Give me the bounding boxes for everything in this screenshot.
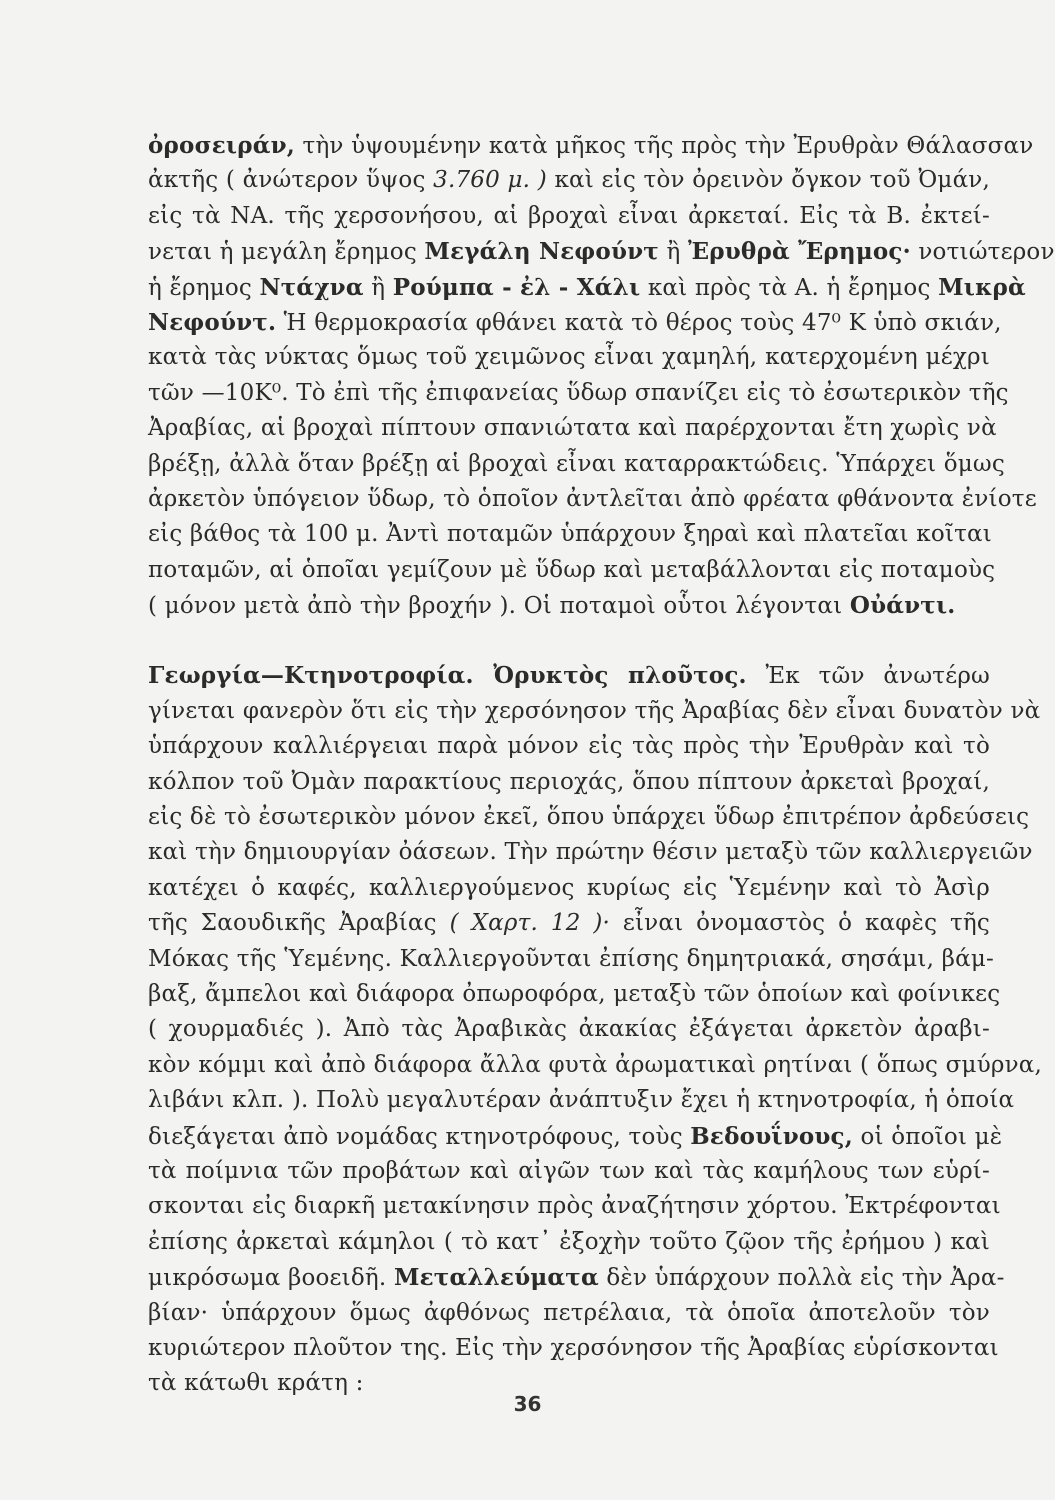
text-line <box>148 482 1037 517</box>
text-line <box>148 128 1034 163</box>
text-line <box>148 1260 1005 1295</box>
text-line <box>148 270 1026 305</box>
paragraph-gap <box>148 623 990 658</box>
text-run: νεται ἡ μεγάλη ἔρημος <box>148 239 425 266</box>
text-line <box>148 1296 990 1331</box>
text-run: καὶ πρὸς τὰ Α. ἡ ἔρημος <box>640 274 939 301</box>
italic-text: 3.760 μ. ) <box>433 167 547 194</box>
text-run: διεξάγεται ἀπὸ νομάδας κτηνοτρόφους, τοὺς <box>148 1123 691 1150</box>
text-line <box>148 1083 1015 1118</box>
text-run: ποταμῶν, αἱ ὁποῖαι γεμίζουν μὲ ὕδωρ καὶ μεταβάλλονται εἰς ποταμοὺς <box>148 556 996 583</box>
text-run: τὰ ποίμνια τῶν προβάτων καὶ αἰγῶν των καὶ τὰς καμήλους των εὑρί- <box>148 1157 990 1184</box>
text-line <box>148 376 1009 411</box>
text-run: εἶναι ὀνομαστὸς ὁ καφὲς τῆς <box>610 910 990 937</box>
bold-term: Ρούμπα - ἐλ - Χάλι <box>392 273 641 301</box>
text-line <box>148 800 1030 835</box>
text-run: κόλπον τοῦ Ὀμὰν παρακτίους περιοχάς, ὅπου πίπτουν ἀρκεταὶ βροχαί, <box>148 768 990 795</box>
text-run: τῶν —10Κ⁰. Τὸ ἐπὶ τῆς ἐπιφανείας ὕδωρ σπανίζει εἰς τὸ ἐσωτερικὸν τῆς <box>148 379 1009 406</box>
page-number: 36 <box>513 1392 542 1416</box>
text-run: κατέχει ὁ καφές, καλλιεργούμενος κυρίως εἰς Ὑεμένην καὶ τὸ Ἀσὶρ <box>148 874 990 901</box>
text-run: τὰ κάτωθι κράτη : <box>148 1370 364 1397</box>
text-line <box>148 1119 1003 1154</box>
text-run: σκονται εἰς διαρκῆ μετακίνησιν πρὸς ἀναζήτησιν χόρτου. Ἐκτρέφονται <box>148 1193 1001 1220</box>
text-run: εἰς τὰ ΝΑ. τῆς χερσονήσου, αἱ βροχαὶ εἶναι ἀρκεταί. Εἰς τὰ Β. ἐκτεί- <box>148 202 990 229</box>
text-line <box>148 588 990 623</box>
text-run: Ἀραβίας, αἱ βροχαὶ πίπτουν σπανιώτατα καὶ παρέρχονται ἔτη χωρὶς νὰ <box>148 415 997 442</box>
text-run: λιβάνι κλπ. ). Πολὺ μεγαλυτέραν ἀνάπτυξιν ἔχει ἡ κτηνοτροφία, ἡ ὁποία <box>148 1087 1015 1114</box>
text-run: κυριώτερον πλοῦτον της. Εἰς τὴν χερσόνησον τῆς Ἀραβίας εὑρίσκονται <box>148 1334 999 1361</box>
text-line <box>148 694 1041 729</box>
text-run: κατὰ τὰς νύκτας ὅμως τοῦ χειμῶνος εἶναι χαμηλή, κατερχομένη μέχρι <box>148 344 990 371</box>
text-run: ( μόνον μετὰ ἀπὸ τὴν βροχήν ). Οἱ ποταμοὶ οὗτοι λέγονται <box>148 593 850 620</box>
text-run: μικρόσωμα βοοειδῆ. <box>148 1265 394 1292</box>
bold-term: Γεωργία—Κτηνοτροφία. Ὀρυκτὸς πλοῦτος. <box>148 662 747 690</box>
text-run: βίαν· ὑπάρχουν ὅμως ἀφθόνως πετρέλαια, τὰ ὁποῖα ἀποτελοῦν τὸν <box>148 1299 990 1326</box>
text-run: εἰς βάθος τὰ 100 μ. Ἀντὶ ποταμῶν ὑπάρχουν ξηραὶ καὶ πλατεῖαι κοῖται <box>148 521 992 548</box>
text-run: Μόκας τῆς Ὑεμένης. Καλλιεργοῦνται ἐπίσης δημητριακά, σησάμι, βάμ- <box>148 945 994 972</box>
text-run: οἱ ὁποῖοι μὲ <box>852 1123 1003 1150</box>
text-line <box>148 942 994 977</box>
text-run: τὴν ὑψουμένην κατὰ μῆκος τῆς πρὸς τὴν Ἐρυθρὰν Θάλασσαν <box>295 133 1034 159</box>
text-line <box>148 305 1002 340</box>
text-run: ἢ <box>363 274 393 301</box>
text-line <box>148 340 990 375</box>
text-run: βαξ, ἄμπελοι καὶ διάφορα ὀπωροφόρα, μεταξὺ τῶν ὁποίων καὶ φοίνικες <box>148 980 1001 1007</box>
text-run: ὑπάρχουν καλλιέργειαι παρὰ μόνον εἰς τὰς πρὸς τὴν Ἐρυθρὰν καὶ τὸ <box>148 733 990 760</box>
text-line <box>148 1189 1001 1224</box>
text-run: ἐπίσης ἀρκεταὶ κάμηλοι ( τὸ κατ᾿ ἐξοχὴν τοῦτο ζῷον τῆς ἐρήμου ) καὶ <box>148 1228 990 1255</box>
text-line <box>148 1048 1043 1083</box>
text-run: ἀρκετὸν ὑπόγειον ὕδωρ, τὸ ὁποῖον ἀντλεῖται ἀπὸ φρέατα φθάνοντα ἐνίοτε <box>148 485 1037 512</box>
bold-term: Νεφούντ. <box>148 308 277 336</box>
text-run: Ἐκ τῶν ἀνωτέρω <box>746 663 990 690</box>
text-run: Ἡ θερμοκρασία φθάνει κατὰ τὸ θέρος τοὺς 47⁰ Κ ὑπὸ σκιάν, <box>276 309 1002 336</box>
text-run: καὶ τὴν δημιουργίαν ὀάσεων. Τὴν πρώτην θέσιν μεταξὺ τῶν καλλιεργειῶν <box>148 839 1033 866</box>
text-line <box>148 1331 999 1366</box>
text-line <box>148 765 990 800</box>
text-line <box>148 835 1033 870</box>
bold-term: Μεγάλη Νεφούντ <box>424 238 659 266</box>
paragraph-climate <box>148 128 1055 623</box>
text-run: καὶ εἰς τὸν ὀρεινὸν ὄγκον τοῦ Ὀμάν, <box>546 167 990 194</box>
bold-term: ὀροσειράν, <box>148 132 296 159</box>
text-run: γίνεται φανερὸν ὅτι εἰς τὴν χερσόνησον τῆς Ἀραβίας δὲν εἶναι δυνατὸν νὰ <box>148 697 1041 724</box>
text-line <box>148 1225 990 1260</box>
bold-term: Βεδουΐνους, <box>690 1122 853 1150</box>
text-run: ἀκτῆς ( ἀνώτερον ὕψος <box>148 167 434 194</box>
text-line <box>148 729 990 764</box>
text-line <box>148 517 990 552</box>
text-line <box>148 163 990 198</box>
text-run: βρέξῃ, ἀλλὰ ὅταν βρέξῃ αἱ βροχαὶ εἶναι καταρρακτώδεις. Ὑπάρχει ὅμως <box>148 450 1005 477</box>
italic-text: ( Χαρτ. 12 )· <box>449 910 611 937</box>
text-line <box>148 234 1055 269</box>
text-line <box>148 447 1005 482</box>
text-run: κὸν κόμμι καὶ ἀπὸ διάφορα ἄλλα φυτὰ ἀρωματικαὶ ρητίναι ( ὅπως σμύρνα, <box>148 1051 1043 1078</box>
text-run: ἢ <box>658 239 688 266</box>
text-line <box>148 1154 990 1189</box>
text-line <box>148 1012 990 1047</box>
text-line <box>148 199 990 234</box>
text-run: νοτιώτερον <box>910 239 1055 266</box>
text-line <box>148 553 996 588</box>
text-run: ἡ ἔρημος <box>148 274 260 301</box>
bold-term: Μεταλλεύματα <box>393 1264 599 1292</box>
body-text <box>148 128 1055 1402</box>
text-line <box>148 906 990 941</box>
text-run: δὲν ὑπάρχουν πολλὰ εἰς τὴν Ἀρα- <box>598 1265 1005 1292</box>
bold-term: Ντάχνα <box>259 273 364 301</box>
bold-term: Οὐάντι. <box>849 592 956 620</box>
paragraph-agriculture <box>148 658 1043 1401</box>
text-line <box>148 411 997 446</box>
text-line <box>148 871 990 906</box>
text-line <box>148 658 990 693</box>
text-run: εἰς δὲ τὸ ἐσωτερικὸν μόνον ἐκεῖ, ὅπου ὑπάρχει ὕδωρ ἐπιτρέπον ἀρδεύσεις <box>148 804 1030 831</box>
bold-term: Μικρὰ <box>938 273 1026 301</box>
text-run: τῆς Σαουδικῆς Ἀραβίας <box>148 910 450 937</box>
text-run: ( χουρμαδιές ). Ἀπὸ τὰς Ἀραβικὰς ἀκακίας ἐξάγεται ἀρκετὸν ἀραβι- <box>148 1016 990 1043</box>
bold-term: Ἐρυθρὰ Ἔρημος· <box>687 238 911 266</box>
text-line <box>148 977 1001 1012</box>
